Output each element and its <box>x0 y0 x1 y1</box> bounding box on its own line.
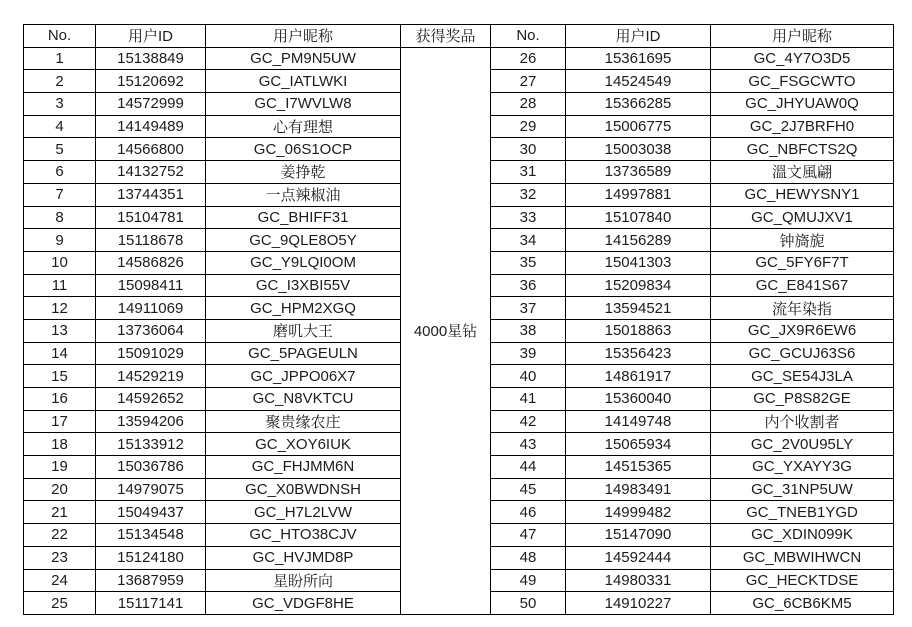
cell-userid-left: 13687959 <box>96 569 206 592</box>
cell-nickname-right: GC_E841S67 <box>711 274 894 297</box>
cell-userid-right: 14861917 <box>566 365 711 388</box>
cell-nickname-left: GC_BHIFF31 <box>206 206 401 229</box>
cell-nickname-right: 钟旖旎 <box>711 229 894 252</box>
cell-userid-right: 15366285 <box>566 93 711 116</box>
cell-no-right: 42 <box>491 410 566 433</box>
cell-userid-right: 15360040 <box>566 388 711 411</box>
cell-nickname-left: GC_06S1OCP <box>206 138 401 161</box>
cell-nickname-left: GC_IATLWKI <box>206 70 401 93</box>
header-userid-left: 用户ID <box>96 25 206 48</box>
cell-nickname-left: GC_I7WVLW8 <box>206 93 401 116</box>
cell-userid-right: 15006775 <box>566 115 711 138</box>
cell-userid-right: 15003038 <box>566 138 711 161</box>
cell-no-right: 40 <box>491 365 566 388</box>
cell-nickname-right: GC_JX9R6EW6 <box>711 319 894 342</box>
cell-userid-left: 14979075 <box>96 478 206 501</box>
cell-nickname-right: GC_HEWYSNY1 <box>711 183 894 206</box>
cell-nickname-right: GC_GCUJ63S6 <box>711 342 894 365</box>
cell-nickname-left: 心有理想 <box>206 115 401 138</box>
cell-no-left: 24 <box>24 569 96 592</box>
cell-userid-left: 14149489 <box>96 115 206 138</box>
cell-no-left: 7 <box>24 183 96 206</box>
cell-no-right: 28 <box>491 93 566 116</box>
cell-no-left: 4 <box>24 115 96 138</box>
cell-nickname-right: GC_YXAYY3G <box>711 456 894 479</box>
cell-nickname-left: 聚贵缘农庄 <box>206 410 401 433</box>
cell-nickname-right: GC_MBWIHWCN <box>711 546 894 569</box>
cell-no-left: 25 <box>24 592 96 615</box>
cell-userid-left: 15134548 <box>96 524 206 547</box>
cell-userid-right: 15361695 <box>566 47 711 70</box>
cell-no-right: 41 <box>491 388 566 411</box>
cell-no-left: 11 <box>24 274 96 297</box>
cell-no-left: 12 <box>24 297 96 320</box>
cell-userid-left: 15133912 <box>96 433 206 456</box>
cell-userid-right: 13594521 <box>566 297 711 320</box>
cell-userid-left: 15049437 <box>96 501 206 524</box>
cell-userid-right: 15147090 <box>566 524 711 547</box>
cell-nickname-right: GC_6CB6KM5 <box>711 592 894 615</box>
cell-userid-left: 15036786 <box>96 456 206 479</box>
cell-nickname-left: GC_FHJMM6N <box>206 456 401 479</box>
cell-no-left: 17 <box>24 410 96 433</box>
cell-nickname-right: GC_TNEB1YGD <box>711 501 894 524</box>
cell-no-left: 9 <box>24 229 96 252</box>
cell-userid-right: 15356423 <box>566 342 711 365</box>
header-userid-right: 用户ID <box>566 25 711 48</box>
cell-no-right: 26 <box>491 47 566 70</box>
header-nickname-left: 用户昵称 <box>206 25 401 48</box>
cell-nickname-right: GC_HECKTDSE <box>711 569 894 592</box>
cell-no-left: 10 <box>24 251 96 274</box>
cell-nickname-left: GC_9QLE8O5Y <box>206 229 401 252</box>
cell-userid-left: 15124180 <box>96 546 206 569</box>
cell-nickname-left: GC_HPM2XGQ <box>206 297 401 320</box>
cell-no-right: 30 <box>491 138 566 161</box>
cell-userid-left: 13744351 <box>96 183 206 206</box>
cell-userid-right: 14515365 <box>566 456 711 479</box>
cell-userid-left: 14566800 <box>96 138 206 161</box>
cell-nickname-left: GC_HVJMD8P <box>206 546 401 569</box>
cell-userid-left: 15104781 <box>96 206 206 229</box>
cell-nickname-right: 流年染指 <box>711 297 894 320</box>
cell-nickname-left: GC_H7L2LVW <box>206 501 401 524</box>
cell-nickname-right: GC_SE54J3LA <box>711 365 894 388</box>
cell-userid-right: 15041303 <box>566 251 711 274</box>
cell-nickname-left: GC_I3XBI55V <box>206 274 401 297</box>
cell-userid-right: 14983491 <box>566 478 711 501</box>
cell-nickname-right: GC_XDIN099K <box>711 524 894 547</box>
cell-no-right: 49 <box>491 569 566 592</box>
cell-no-right: 31 <box>491 161 566 184</box>
cell-userid-left: 14572999 <box>96 93 206 116</box>
cell-nickname-right: GC_5FY6F7T <box>711 251 894 274</box>
cell-userid-left: 13736064 <box>96 319 206 342</box>
header-row <box>24 25 894 48</box>
cell-nickname-right: GC_2V0U95LY <box>711 433 894 456</box>
cell-userid-right: 14910227 <box>566 592 711 615</box>
cell-nickname-right: 内个收割者 <box>711 410 894 433</box>
winners-table <box>23 24 894 615</box>
cell-no-right: 44 <box>491 456 566 479</box>
cell-no-left: 20 <box>24 478 96 501</box>
cell-nickname-right: 溫文風翩 <box>711 161 894 184</box>
cell-no-right: 35 <box>491 251 566 274</box>
cell-nickname-right: GC_JHYUAW0Q <box>711 93 894 116</box>
cell-userid-right: 14592444 <box>566 546 711 569</box>
cell-nickname-right: GC_P8S82GE <box>711 388 894 411</box>
cell-no-right: 39 <box>491 342 566 365</box>
cell-nickname-left: GC_VDGF8HE <box>206 592 401 615</box>
cell-userid-right: 14524549 <box>566 70 711 93</box>
cell-nickname-left: GC_Y9LQI0OM <box>206 251 401 274</box>
cell-nickname-right: GC_QMUJXV1 <box>711 206 894 229</box>
cell-no-left: 21 <box>24 501 96 524</box>
cell-no-right: 36 <box>491 274 566 297</box>
cell-nickname-right: GC_NBFCTS2Q <box>711 138 894 161</box>
table-body <box>24 47 894 614</box>
cell-no-right: 33 <box>491 206 566 229</box>
cell-userid-left: 14529219 <box>96 365 206 388</box>
cell-userid-left: 15120692 <box>96 70 206 93</box>
cell-userid-left: 14132752 <box>96 161 206 184</box>
cell-no-left: 1 <box>24 47 96 70</box>
cell-no-right: 47 <box>491 524 566 547</box>
cell-nickname-left: GC_JPPO06X7 <box>206 365 401 388</box>
cell-no-right: 38 <box>491 319 566 342</box>
cell-nickname-left: GC_X0BWDNSH <box>206 478 401 501</box>
cell-no-left: 6 <box>24 161 96 184</box>
cell-nickname-left: GC_XOY6IUK <box>206 433 401 456</box>
cell-no-right: 43 <box>491 433 566 456</box>
cell-nickname-left: GC_5PAGEULN <box>206 342 401 365</box>
cell-no-left: 13 <box>24 319 96 342</box>
cell-no-right: 48 <box>491 546 566 569</box>
cell-userid-left: 15098411 <box>96 274 206 297</box>
cell-userid-right: 14997881 <box>566 183 711 206</box>
cell-no-right: 34 <box>491 229 566 252</box>
cell-userid-right: 14149748 <box>566 410 711 433</box>
cell-no-left: 19 <box>24 456 96 479</box>
cell-no-right: 37 <box>491 297 566 320</box>
cell-nickname-left: 星盼所向 <box>206 569 401 592</box>
cell-nickname-right: GC_2J7BRFH0 <box>711 115 894 138</box>
cell-no-right: 46 <box>491 501 566 524</box>
cell-userid-left: 15117141 <box>96 592 206 615</box>
header-no-left: No. <box>24 25 96 48</box>
cell-userid-right: 15018863 <box>566 319 711 342</box>
cell-no-left: 14 <box>24 342 96 365</box>
cell-userid-left: 15138849 <box>96 47 206 70</box>
header-prize: 获得奖品 <box>401 25 491 48</box>
cell-userid-right: 14156289 <box>566 229 711 252</box>
cell-no-right: 45 <box>491 478 566 501</box>
cell-no-left: 8 <box>24 206 96 229</box>
cell-userid-right: 14999482 <box>566 501 711 524</box>
header-nickname-right: 用户昵称 <box>711 25 894 48</box>
cell-userid-left: 14586826 <box>96 251 206 274</box>
cell-no-left: 15 <box>24 365 96 388</box>
cell-no-left: 22 <box>24 524 96 547</box>
cell-nickname-left: GC_N8VKTCU <box>206 388 401 411</box>
cell-nickname-left: GC_HTO38CJV <box>206 524 401 547</box>
cell-userid-right: 15065934 <box>566 433 711 456</box>
cell-userid-left: 13594206 <box>96 410 206 433</box>
cell-prize-value: 4000星钻 <box>401 47 491 614</box>
cell-userid-left: 14911069 <box>96 297 206 320</box>
cell-no-left: 16 <box>24 388 96 411</box>
cell-no-right: 29 <box>491 115 566 138</box>
cell-userid-left: 14592652 <box>96 388 206 411</box>
cell-userid-left: 15118678 <box>96 229 206 252</box>
table-row <box>24 47 894 70</box>
cell-userid-right: 15107840 <box>566 206 711 229</box>
cell-nickname-right: GC_FSGCWTO <box>711 70 894 93</box>
cell-nickname-right: GC_31NP5UW <box>711 478 894 501</box>
header-no-right: No. <box>491 25 566 48</box>
cell-nickname-right: GC_4Y7O3D5 <box>711 47 894 70</box>
cell-userid-right: 13736589 <box>566 161 711 184</box>
cell-no-left: 23 <box>24 546 96 569</box>
cell-no-right: 50 <box>491 592 566 615</box>
cell-userid-right: 15209834 <box>566 274 711 297</box>
cell-no-left: 5 <box>24 138 96 161</box>
cell-nickname-left: GC_PM9N5UW <box>206 47 401 70</box>
cell-no-right: 32 <box>491 183 566 206</box>
cell-userid-right: 14980331 <box>566 569 711 592</box>
cell-no-right: 27 <box>491 70 566 93</box>
cell-nickname-left: 磨叽大王 <box>206 319 401 342</box>
cell-no-left: 3 <box>24 93 96 116</box>
cell-nickname-left: 姜挣乾 <box>206 161 401 184</box>
cell-nickname-left: 一点辣椒油 <box>206 183 401 206</box>
cell-userid-left: 15091029 <box>96 342 206 365</box>
cell-no-left: 18 <box>24 433 96 456</box>
cell-no-left: 2 <box>24 70 96 93</box>
